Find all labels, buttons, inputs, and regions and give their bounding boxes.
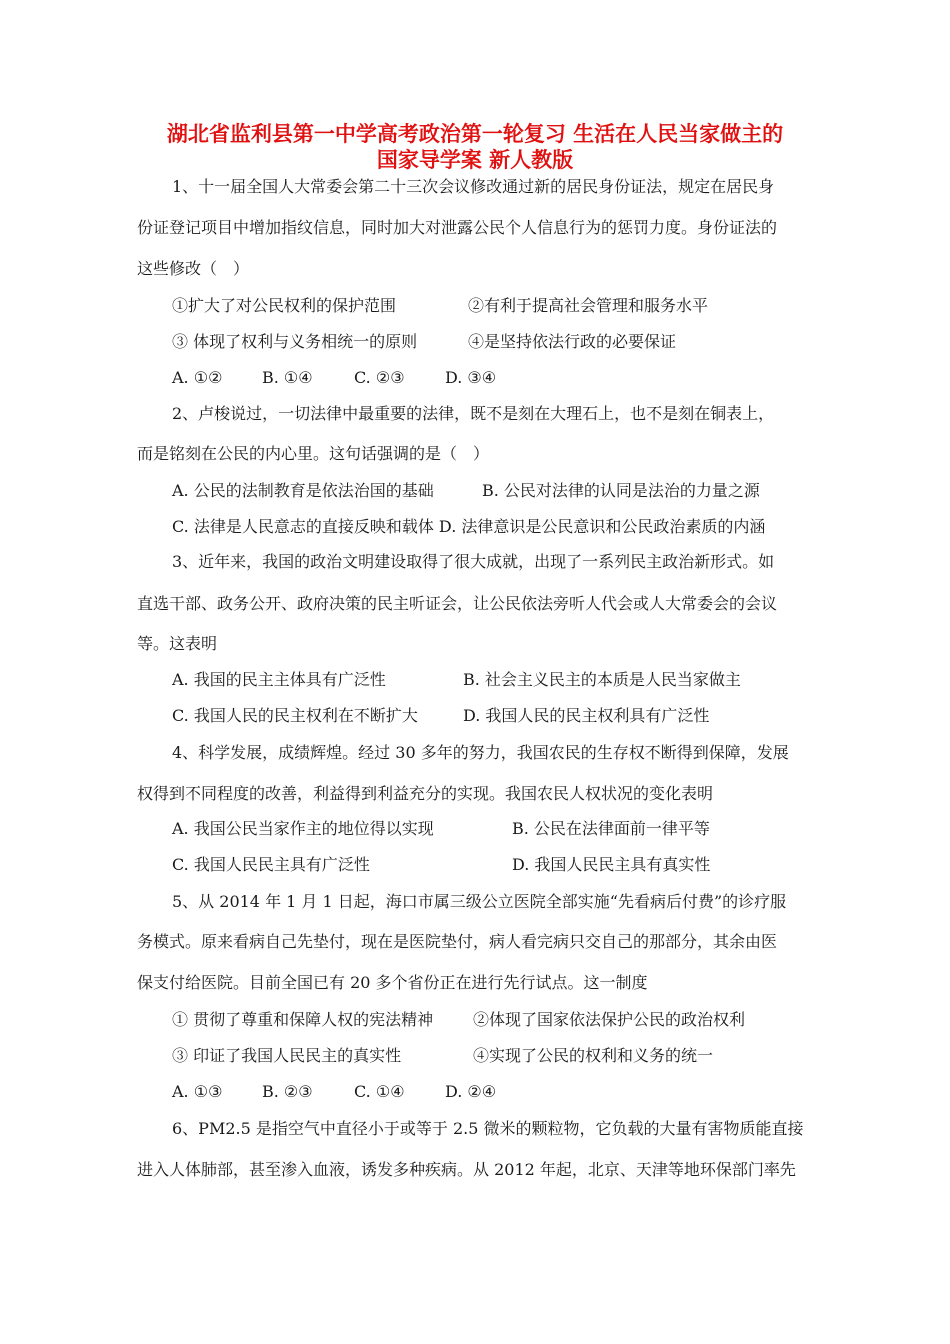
q1-stem-line1: 1、十一届全国人大常委会第二十三次会议修改通过新的居民身份证法，规定在居民身 [172, 177, 775, 196]
q5-stem-line3: 保支付给医院。目前全国已有 20 多个省份正在进行先行试点。这一制度 [137, 973, 648, 992]
q4-option-d: D. 我国人民民主具有真实性 [512, 855, 711, 874]
q3-stem-line2: 直选干部、政务公开、政府决策的民主听证会，让公民依法旁听人代会或人大常委会的会议 [137, 594, 778, 613]
q4-stem-line1: 4、科学发展，成绩辉煌。经过 30 多年的努力，我国农民的生存权不断得到保障，发展 [172, 743, 789, 762]
q2-stem-line1: 2、卢梭说过，一切法律中最重要的法律，既不是刻在大理石上，也不是刻在铜表上， [172, 404, 775, 423]
q4-stem-line2: 权得到不同程度的改善，利益得到利益充分的实现。我国农民人权状况的变化表明 [137, 784, 714, 803]
q1-item-1: ①扩大了对公民权利的保护范围 [172, 296, 397, 315]
doc-title-line1: 湖北省监利县第一中学高考政治第一轮复习 生活在人民当家做主的 [166, 122, 784, 146]
q2-option-a: A. 公民的法制教育是依法治国的基础 [172, 481, 434, 500]
q5-item-4: ④实现了公民的权利和义务的统一 [473, 1046, 714, 1065]
q2-stem-line2: 而是铭刻在公民的内心里。这句话强调的是（ ） [137, 444, 490, 463]
q5-option-c: C. ①④ [354, 1082, 405, 1101]
q5-option-a: A. ①③ [172, 1082, 223, 1101]
q1-item-4: ④是坚持依法行政的必要保证 [468, 332, 677, 351]
q4-option-a: A. 我国公民当家作主的地位得以实现 [172, 819, 434, 838]
q3-option-c: C. 我国人民的民主权利在不断扩大 [172, 706, 418, 725]
q1-stem-line3: 这些修改（ ） [137, 259, 250, 278]
q5-option-b: B. ②③ [262, 1082, 313, 1101]
q3-option-a: A. 我国的民主主体具有广泛性 [172, 670, 386, 689]
q5-item-2: ②体现了国家依法保护公民的政治权利 [473, 1010, 746, 1029]
q6-stem-line1: 6、PM2.5 是指空气中直径小于或等于 2.5 微米的颗粒物，它负载的大量有害物质能直接 [172, 1119, 804, 1138]
q3-option-d: D. 我国人民的民主权利具有广泛性 [463, 706, 710, 725]
q5-stem-line1: 5、从 2014 年 1 月 1 日起，海口市属三级公立医院全部实施“先看病后付费”的诊疗服 [172, 892, 787, 911]
q3-option-b: B. 社会主义民主的本质是人民当家做主 [463, 670, 741, 689]
q5-item-1: ① 贯彻了尊重和保障人权的宪法精神 [172, 1010, 434, 1029]
q6-stem-line2: 进入人体肺部，甚至渗入血液，诱发多种疾病。从 2012 年起，北京、天津等地环保部门率先 [137, 1160, 796, 1179]
q1-option-c: C. ②③ [354, 368, 405, 387]
q1-item-2: ②有利于提高社会管理和服务水平 [468, 296, 709, 315]
q2-option-cd: C. 法律是人民意志的直接反映和载体 D. 法律意识是公民意识和公民政治素质的内涵 [172, 517, 766, 536]
q3-stem-line3: 等。这表明 [137, 634, 218, 653]
q1-option-b: B. ①④ [262, 368, 313, 387]
q1-option-a: A. ①② [172, 368, 223, 387]
q2-option-b: B. 公民对法律的认同是法治的力量之源 [482, 481, 760, 500]
q1-stem-line2: 份证登记项目中增加指纹信息，同时加大对泄露公民个人信息行为的惩罚力度。身份证法的 [137, 218, 778, 237]
q4-option-b: B. 公民在法律面前一律平等 [512, 819, 710, 838]
q5-stem-line2: 务模式。原来看病自己先垫付，现在是医院垫付，病人看完病只交自己的那部分，其余由医 [137, 932, 778, 951]
q1-option-d: D. ③④ [445, 368, 497, 387]
doc-title-line2: 国家导学案 新人教版 [376, 148, 574, 172]
q5-option-d: D. ②④ [445, 1082, 497, 1101]
q4-option-c: C. 我国人民民主具有广泛性 [172, 855, 370, 874]
q5-item-3: ③ 印证了我国人民民主的真实性 [172, 1046, 402, 1065]
q1-item-3: ③ 体现了权利与义务相统一的原则 [172, 332, 418, 351]
q3-stem-line1: 3、近年来，我国的政治文明建设取得了很大成就，出现了一系列民主政治新形式。如 [172, 552, 775, 571]
